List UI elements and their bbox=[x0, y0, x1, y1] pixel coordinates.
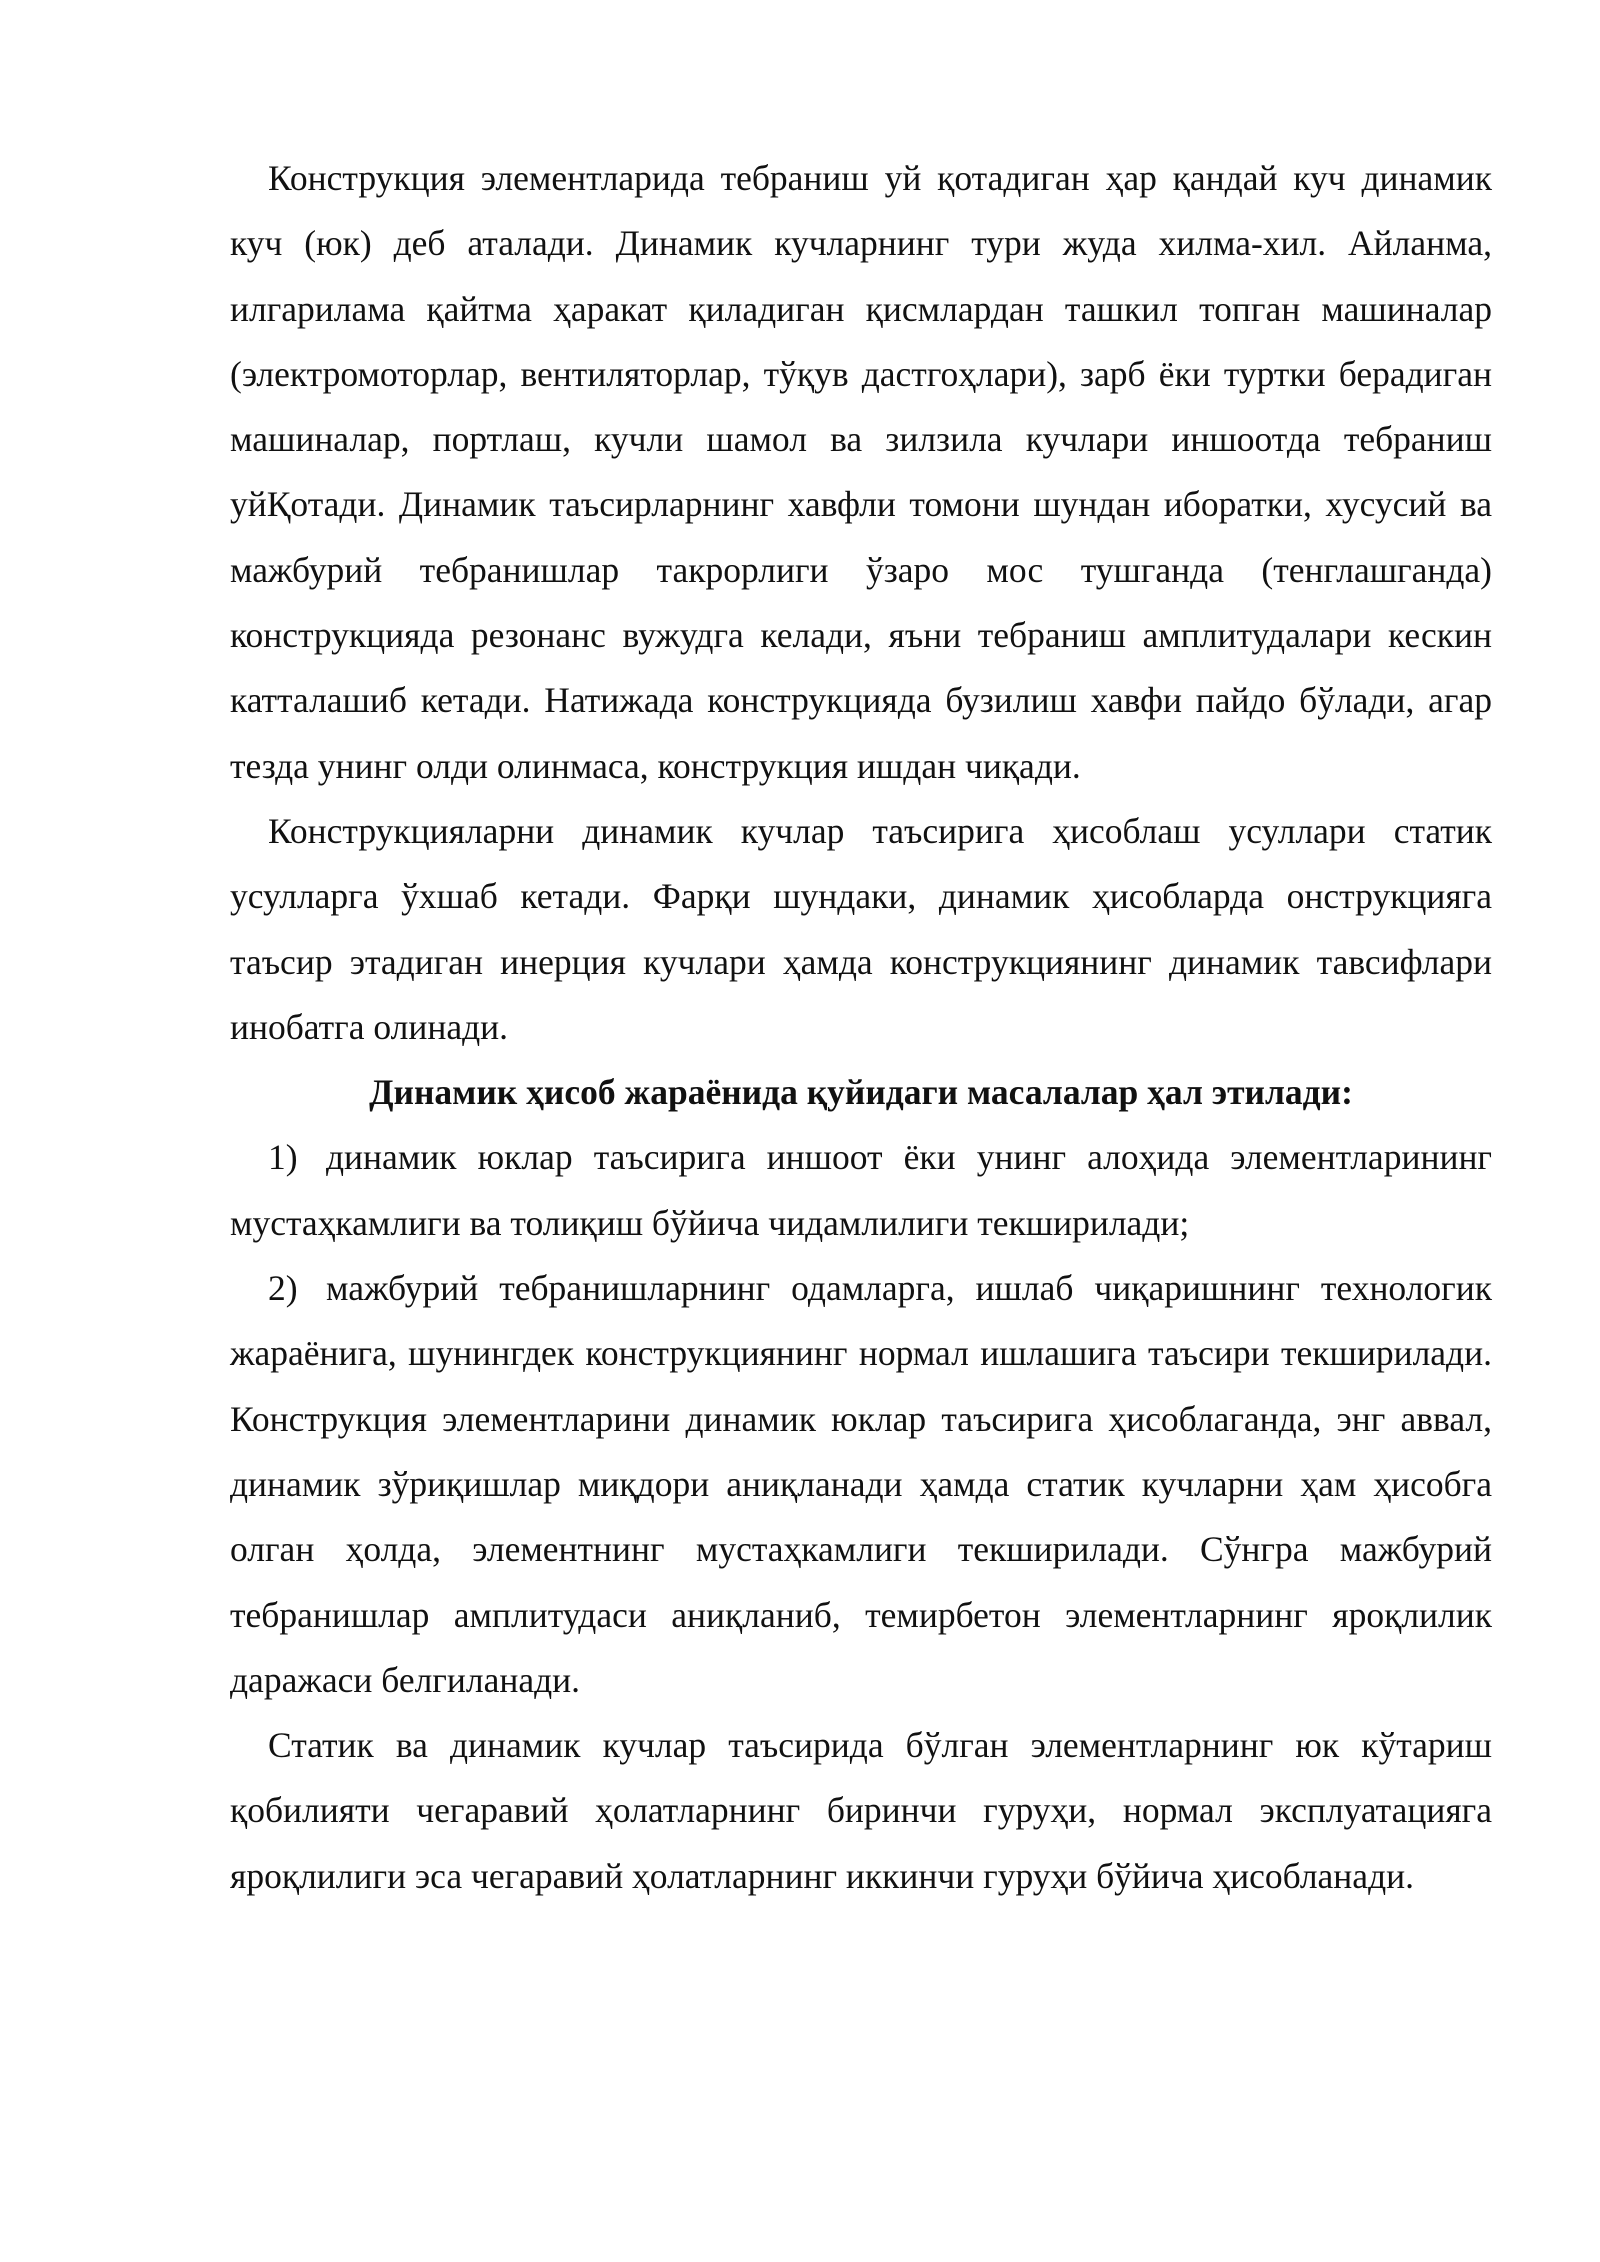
section-heading: Динамик ҳисоб жараёнида қуйидаги масалалар ҳал этилади: bbox=[369, 1072, 1353, 1113]
list-item-2 bbox=[230, 1256, 1492, 1713]
list-item-1 bbox=[230, 1125, 1492, 1256]
paragraph-dynamic-loads-definition: Конструкция элементларида тебраниш уй қотадиган ҳар қандай куч динамик куч (юк) деб аталади. Динамик кучларнинг тури жуда хилма-хил. Айланма, илгарилама қайтма ҳаракат қиладиган қисмлардан ташкил топган машиналар (электромоторлар, вентиляторлар, тўқув дастгоҳлари), зарб ёки туртки берадиган машиналар, портлаш, кучли шамол ва зилзила кучлари иншоотда тебраниш уйҚотади. Динамик таъсирларнинг хавфли томони шундан иборатки, хусусий ва мажбурий тебранишлар такрорлиги ўзаро мос тушганда (тенглашганда) конструкцияда резонанс вужудга келади, яъни тебраниш амплитудалари кескин катталашиб кетади. Натижада конструкцияда бузилиш хавфи пайдо бўлади, агар тезда унинг олди олинмаса, конструкция ишдан чиқади. bbox=[230, 158, 1492, 786]
list-item-text: динамик юклар таъсирига иншоот ёки унинг алоҳида элементларининг мустаҳкамлиги ва толиқиш бўйича чидамлилиги текширилади; bbox=[230, 1137, 1492, 1243]
list-number: 2) bbox=[268, 1268, 298, 1309]
list-number: 1) bbox=[268, 1137, 298, 1178]
paragraph-limit-states: Статик ва динамик кучлар таъсирида бўлган элементларнинг юк кўтариш қобилияти чегаравий ҳолатларнинг биринчи гуруҳи, нормал эксплуатацияга яроқлилиги эса чегаравий ҳолатларнинг иккинчи гуруҳи бўйича ҳисобланади. bbox=[230, 1725, 1492, 1896]
paragraph-calculation-methods: Конструкцияларни динамик кучлар таъсирига ҳисоблаш усуллари статик усулларга ўхшаб кетади. Фарқи шундаки, динамик ҳисобларда онструкцияга таъсир этадиган инерция кучлари ҳамда конструкциянинг динамик тавсифлари инобатга олинади. bbox=[230, 810, 1492, 1047]
document-page bbox=[230, 146, 1492, 1909]
list-item-text: мажбурий тебранишларнинг одамларга, ишлаб чиқаришнинг технологик жараёнига, шунингдек конструкциянинг нормал ишлашига таъсири текширилади. Конструкция элементларини динамик юклар таъсирига ҳисоблаганда, энг аввал, динамик зўриқишлар миқдори аниқланади ҳамда статик кучларни ҳам ҳисобга олган ҳолда, элементнинг мустаҳкамлиги текширилади. Сўнгра мажбурий тебранишлар амплитудаси аниқланиб, темирбетон элементларнинг яроқлилик даражаси белгиланади. bbox=[230, 1268, 1492, 1700]
